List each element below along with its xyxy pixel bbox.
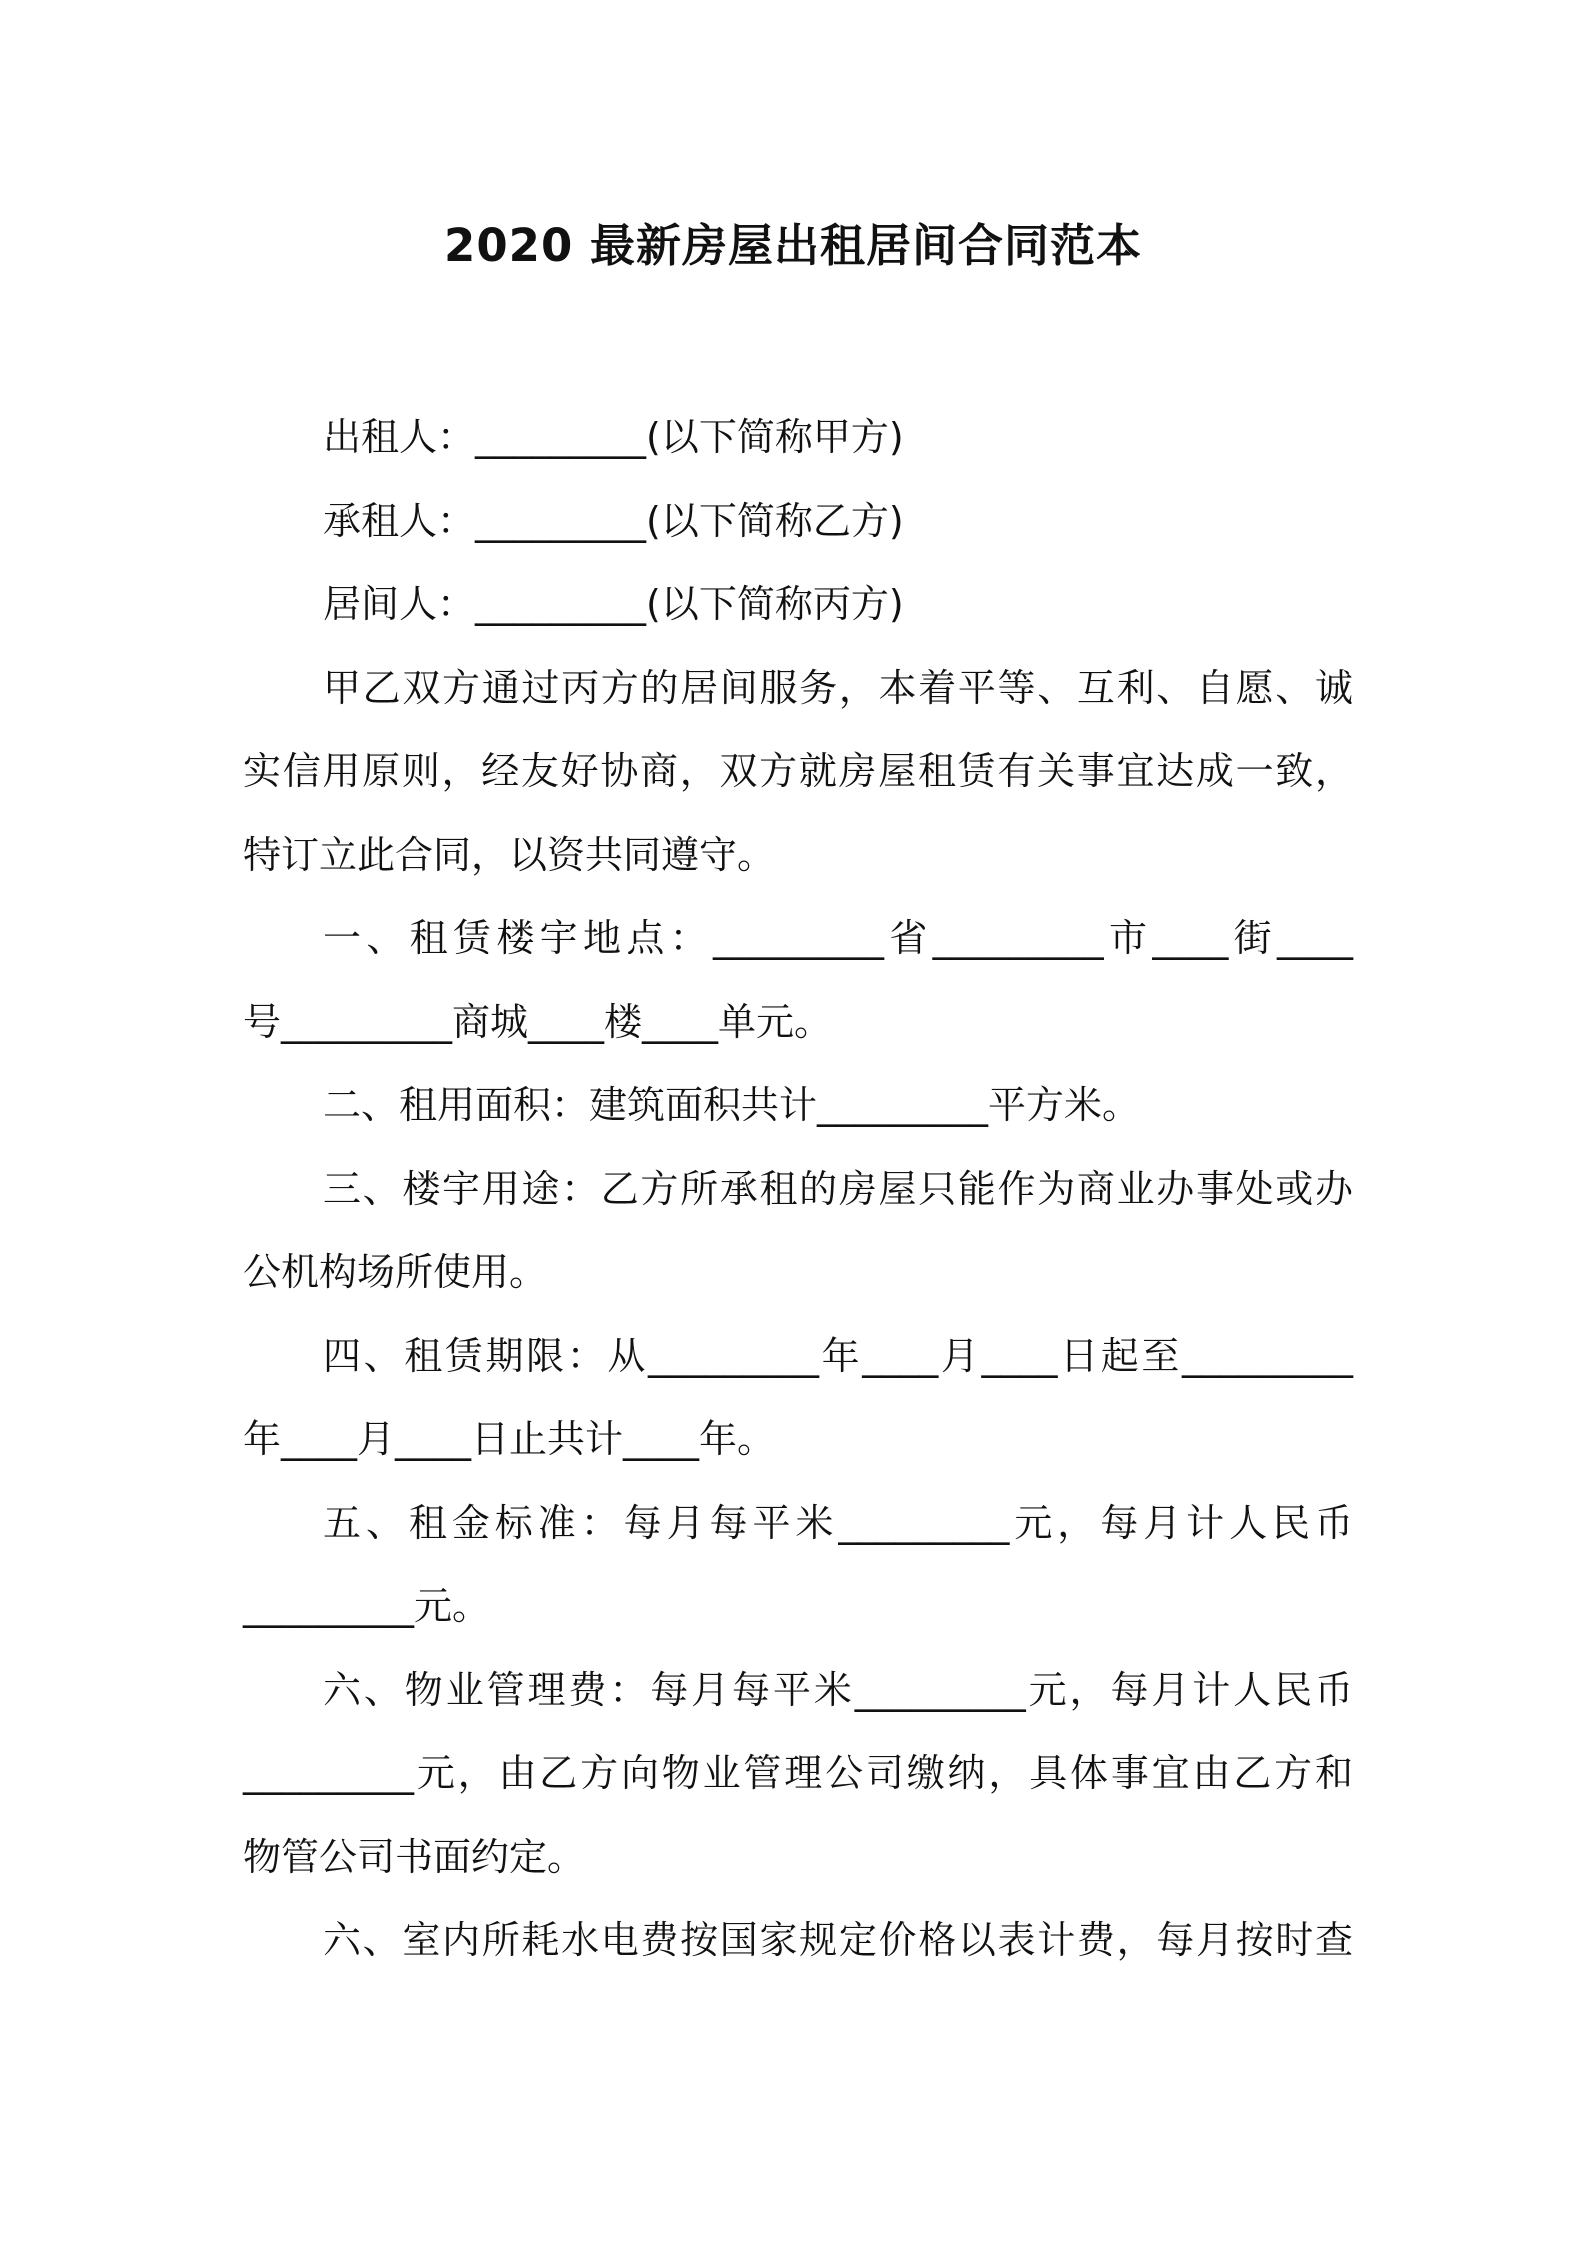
party-intermediary: 居间人：_________(以下简称丙方)	[323, 582, 904, 626]
clause-term	[243, 1315, 1353, 1482]
clause-rent	[243, 1482, 1353, 1649]
clause-location-line-2: 号_________商城____楼____单元。	[243, 999, 833, 1044]
clause-utilities	[243, 1899, 1353, 1983]
party-lessor: 出租人：_________(以下简称甲方)	[323, 415, 904, 459]
intro-line-3: 特订立此合同，以资共同遵守。	[243, 832, 776, 877]
document-body	[243, 396, 1353, 1983]
clause-location-line-1: 一、租赁楼宇地点：_________省_________市____街____	[323, 916, 1353, 960]
intro-line-2: 实信用原则，经友好协商，双方就房屋租赁有关事宜达成一致，	[243, 749, 1353, 793]
intro-paragraph	[243, 647, 1353, 898]
clause-management-fee-line-1: 六、物业管理费：每月每平米_________元，每月计人民币	[323, 1667, 1353, 1712]
document-title: 2020 最新房屋出租居间合同范本	[444, 219, 1142, 272]
clause-usage-line-1: 三、楼宇用途：乙方所承租的房屋只能作为商业办事处或办	[323, 1166, 1353, 1211]
clause-usage	[243, 1148, 1353, 1315]
clause-rent-line-2: _________元。	[243, 1584, 491, 1628]
clause-usage-line-2: 公机构场所使用。	[243, 1250, 548, 1294]
clause-term-line-1: 四、租赁期限：从_________年____月____日起至_________	[323, 1333, 1353, 1378]
clause-management-fee-line-3: 物管公司书面约定。	[243, 1834, 586, 1879]
clause-location	[243, 897, 1353, 1064]
clause-term-line-2: 年____月____日止共计____年。	[243, 1417, 776, 1461]
clause-area: 二、租用面积：建筑面积共计_________平方米。	[323, 1083, 1141, 1127]
intro-line-1: 甲乙双方通过丙方的居间服务，本着平等、互利、自愿、诚	[323, 665, 1353, 710]
clause-management-fee-line-2: _________元，由乙方向物业管理公司缴纳，具体事宜由乙方和	[243, 1751, 1353, 1795]
clause-rent-line-1: 五、租金标准：每月每平米_________元，每月计人民币	[323, 1500, 1353, 1545]
clause-management-fee	[243, 1649, 1353, 1900]
party-lessee: 承租人：_________(以下简称乙方)	[323, 498, 904, 543]
clause-utilities-line-1: 六、室内所耗水电费按国家规定价格以表计费，每月按时查	[323, 1918, 1353, 1962]
